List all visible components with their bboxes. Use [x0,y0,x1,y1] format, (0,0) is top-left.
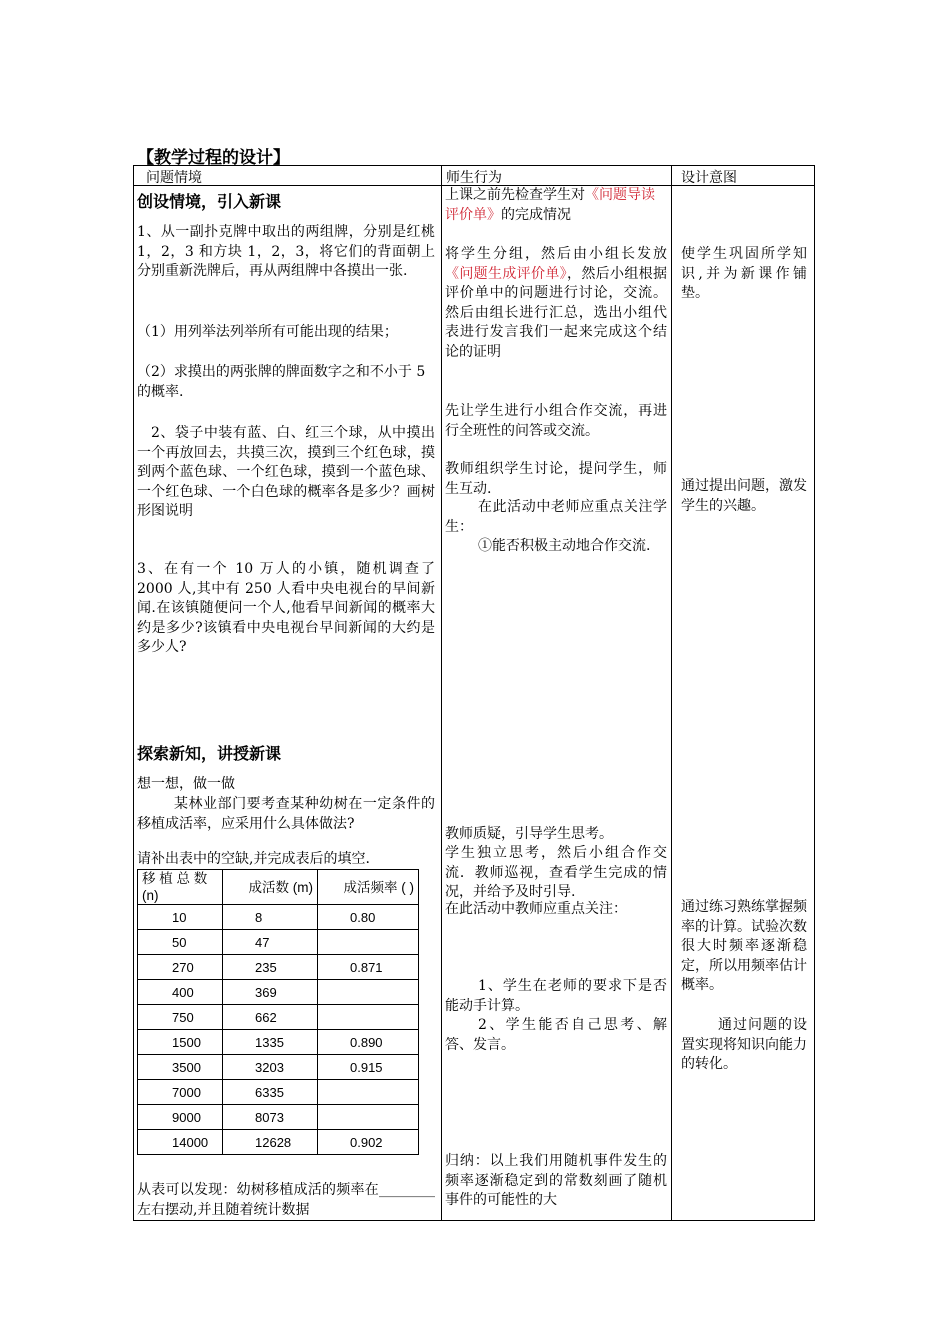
check-text-c: 的完成情况 [501,206,571,223]
frequency-table-header [138,870,419,905]
intent-consolidate: 使学生巩固所学知识,并为新课作铺垫。 [681,246,807,302]
question-1: 1、从一副扑克牌中取出的两组牌，分别是红桃 1，2，3 和方块 1，2，3，将它们的背面朝上分别重新洗牌后，再从两组牌中各摸出一张. [137,224,435,280]
intent-interest: 通过提出问题，激发学生的兴趣。 [681,478,807,514]
cell-frequency [318,1080,419,1105]
cell-n: 3500 [138,1055,223,1080]
cell-n: 10 [138,905,223,930]
cell-frequency [318,930,419,955]
cell-m: 3203 [223,1055,318,1080]
table-row [138,905,419,930]
cell-m: 6335 [223,1080,318,1105]
question-1-part-1: （1）用列举法列举所有可能出现的结果； [137,324,398,340]
cell-frequency [318,1005,419,1030]
table-row [138,955,419,980]
intent-ability: 通过问题的设置实现将知识向能力的转化。 [681,1017,807,1073]
column-divider [671,165,672,1221]
summary-text: 归纳：以上我们用随机事件发生的频率逐渐稳定到的常数刻画了随机事件的可能性的大 [445,1153,667,1209]
conclusion-text: 从表可以发现：幼树移植成活的频率在________左右摆动,并且随着统计数据 [137,1182,435,1218]
header-teacher-student: 师生行为 [446,170,502,186]
heading-intro-new-lesson: 创设情境，引入新课 [137,192,282,211]
cell-n: 750 [138,1005,223,1030]
intent-practice: 通过练习熟练掌握频率的计算。试验次数很大时频率逐渐稳定，所以用频率估计概率。 [681,899,807,994]
table-row [138,1005,419,1030]
cell-n: 50 [138,930,223,955]
header-survived: 成活数 (m) [223,870,318,905]
header-total-transplanted: 移 植 总 数 (n) [138,870,223,905]
grouping-text-a: 将学生分组，然后由小组长发放 [445,246,667,262]
cell-frequency: 0.890 [318,1030,419,1055]
cell-frequency: 0.915 [318,1055,419,1080]
table-row [138,1105,419,1130]
cell-n: 400 [138,980,223,1005]
focus-text: 在此活动中老师应重点关注学生： [445,499,667,535]
attention-point-2: 2、学生能否自己思考、解答、发言。 [445,1017,667,1053]
cell-frequency: 0.871 [318,955,419,980]
grouping-text [445,245,667,363]
cell-m: 8073 [223,1105,318,1130]
teacher-question-text: 教师质疑，引导学生思考。 [445,826,613,842]
question-2: 2、袋子中装有蓝、白、红三个球，从中摸出一个再放回去，共摸三次，摸到三个红色球，摸到两个蓝色球、一个红色球，摸到一个蓝色球、一个红色球、一个白色球的概率各是多少？画树形图说明 [137,425,435,520]
grouping-worksheet-name: 《问题生成评价单》 [445,265,567,282]
independent-thinking-text: 学生独立思考，然后小组合作交流．教师巡视，查看学生完成的情况，并给予及时引导. [445,845,667,901]
cell-frequency: 0.80 [318,905,419,930]
cell-n: 14000 [138,1130,223,1155]
table-row [138,1030,419,1055]
attention-point-1: 1、学生在老师的要求下是否能动手计算。 [445,978,667,1014]
cell-m: 1335 [223,1030,318,1055]
header-problem-situation: 问题情境 [146,170,202,186]
cell-n: 9000 [138,1105,223,1130]
cell-frequency [318,1105,419,1130]
group-exchange-text: 先让学生进行小组合作交流，再进行全班性的问答或交流。 [445,403,667,439]
think-and-do: 想一想，做一做 [137,776,235,792]
cell-m: 47 [223,930,318,955]
table-row [138,930,419,955]
table-row [138,1055,419,1080]
teacher-organize-text: 教师组织学生讨论，提问学生，师生互动. [445,461,667,497]
focus-point-1: ①能否积极主动地合作交流. [478,538,651,554]
column-divider [441,165,442,1221]
cell-frequency: 0.902 [318,1130,419,1155]
section-title: 【教学过程的设计】 [137,148,290,168]
heading-explore-new-knowledge: 探索新知，讲授新课 [137,744,282,763]
grouping-text-c: ，然后小组根据评价单中的问题进行讨论，交流。然后由组长进行汇总，选出小组代表进行发言我们一起来完成这个结论的证明 [445,265,667,360]
check-worksheet-name: 《问题导读评价单》 [445,187,655,223]
cell-n: 270 [138,955,223,980]
question-3: 3、在有一个 10 万人的小镇，随机调查了 2000 人,其中有 250 人看中央电视台的早间新闻.在该镇随便问一个人,他看早间新闻的概率大约是多少?该镇看中央电视台早间新闻的大约是多少人? [137,561,435,656]
cell-n: 1500 [138,1030,223,1055]
cell-m: 662 [223,1005,318,1030]
attention-text: 在此活动中教师应重点关注： [445,901,627,917]
forestry-problem: 某林业部门要考查某种幼树在一定条件的移植成活率，应采用什么具体做法? [137,796,435,832]
cell-n: 7000 [138,1080,223,1105]
header-survival-frequency: 成活频率 ( ) [318,870,419,905]
table-row [138,980,419,1005]
table-row [138,1080,419,1105]
frequency-table [137,869,419,1155]
question-1-part-2: （2）求摸出的两张牌的牌面数字之和不小于 5 的概率. [137,364,426,400]
header-design-intent: 设计意图 [681,170,737,186]
cell-m: 8 [223,905,318,930]
cell-m: 235 [223,955,318,980]
table-row [138,1130,419,1155]
cell-m: 369 [223,980,318,1005]
fill-instruction: 请补出表中的空缺,并完成表后的填空. [137,851,370,867]
cell-m: 12628 [223,1130,318,1155]
check-text-a: 上课之前先检查学生对 [445,187,585,203]
check-text [445,186,667,225]
cell-frequency [318,980,419,1005]
